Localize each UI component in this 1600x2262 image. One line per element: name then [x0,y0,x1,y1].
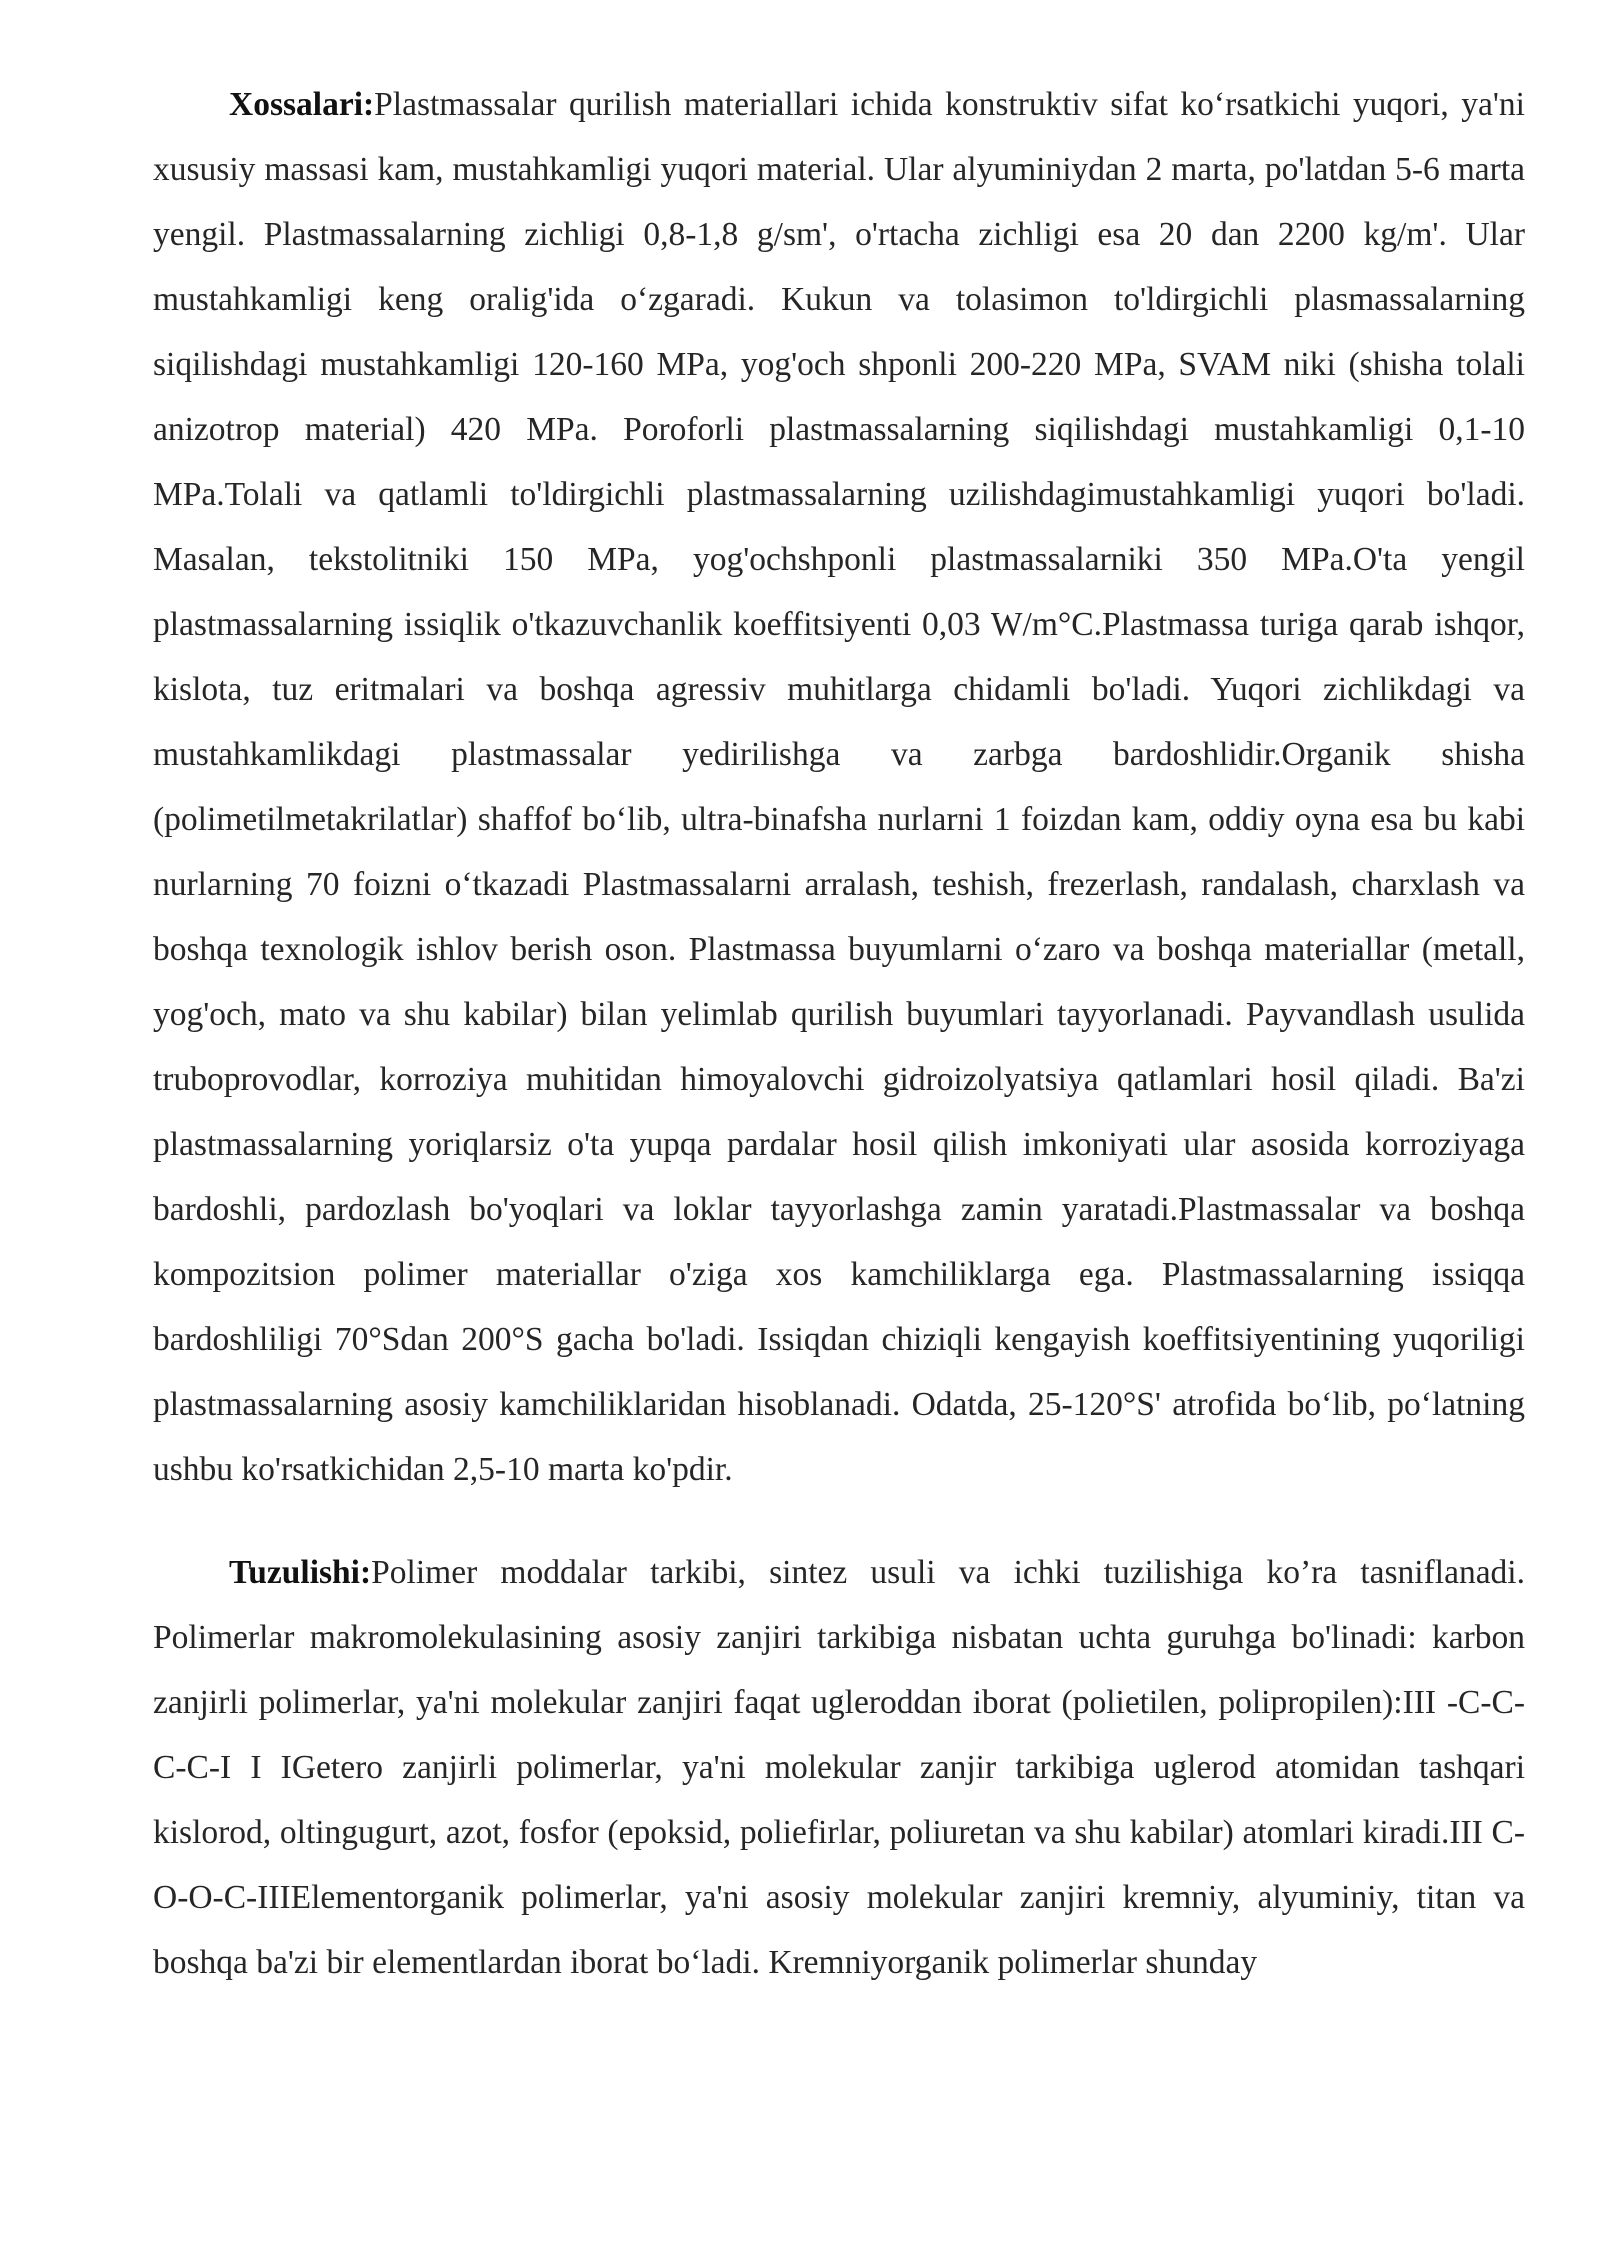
section-structure [153,1540,1525,1995]
section-properties [153,72,1525,1502]
section-heading-structure: Tuzulishi: [229,1554,372,1591]
section-text-structure: Polimer moddalar tarkibi, sintez usuli va ichki tuzilishiga ko’ra tasniflanadi. Polimerlar makromolekulasining asosiy zanjiri tarkibiga nisbatan uchta guruhga bo'linadi: karbon zanjirli polimerlar, ya'ni molekular zanjiri faqat ugleroddan iborat (polietilen, polipropilen):III -C-C-C-C-I I IGetero zanjirli polimerlar, ya'ni molekular zanjir tarkibiga uglerod atomidan tashqari kislorod, oltingugurt, azot, fosfor (epoksid, poliefirlar, poliuretan va shu kabilar) atomlari kiradi.III C-O-O-C-IIIElementorganik polimerlar, ya'ni asosiy molekular zanjiri kremniy, alyuminiy, titan va boshqa ba'zi bir elementlardan iborat boʻladi. Kremniyorganik polimerlar shunday [153,1554,1525,1981]
document-body [153,72,1525,1995]
section-text-properties: Plastmassalar qurilish materiallari ichida konstruktiv sifat koʻrsatkichi yuqori, ya'ni xususiy massasi kam, mustahkamligi yuqori material. Ular alyuminiydan 2 marta, po'latdan 5-6 marta yengil. Plastmassalarning zichligi 0,8-1,8 g/sm', o'rtacha zichligi esa 20 dan 2200 kg/m'. Ular mustahkamligi keng oralig'ida oʻzgaradi. Kukun va tolasimon to'ldirgichli plasmassalarning siqilishdagi mustahkamligi 120-160 MPa, yog'och shponli 200-220 MPa, SVAM niki (shisha tolali anizotrop material) 420 MPa. Poroforli plastmassalarning siqilishdagi mustahkamligi 0,1-10 MPa.Tolali va qatlamli to'ldirgichli plastmassalarning uzilishdagimustahkamligi yuqori bo'ladi. Masalan, tekstolitniki 150 MPa, yog'ochshponli plastmassalarniki 350 MPa.O'ta yengil plastmassalarning issiqlik o'tkazuvchanlik koeffitsiyenti 0,03 W/m°C.Plastmassa turiga qarab ishqor, kislota, tuz eritmalari va boshqa agressiv muhitlarga chidamli bo'ladi. Yuqori zichlikdagi va mustahkamlikdagi plastmassalar yedirilishga va zarbga bardoshlidir.Organik shisha (polimetilmetakrilatlar) shaffof boʻlib, ultra-binafsha nurlarni 1 foizdan kam, oddiy oyna esa bu kabi nurlarning 70 foizni oʻtkazadi Plastmassalarni arralash, teshish, frezerlash, randalash, charxlash va boshqa texnologik ishlov berish oson. Plastmassa buyumlarni oʻzaro va boshqa materiallar (metall, yog'och, mato va shu kabilar) bilan yelimlab qurilish buyumlari tayyorlanadi. Payvandlash usulida truboprovodlar, korroziya muhitidan himoyalovchi gidroizolyatsiya qatlamlari hosil qiladi. Ba'zi plastmassalarning yoriqlarsiz o'ta yupqa pardalar hosil qilish imkoniyati ular asosida korroziyaga bardoshli, pardozlash bo'yoqlari va loklar tayyorlashga zamin yaratadi.Plastmassalar va boshqa kompozitsion polimer materiallar o'ziga xos kamchiliklarga ega. Plastmassalarning issiqqa bardoshliligi 70°Sdan 200°S gacha bo'ladi. Issiqdan chiziqli kengayish koeffitsiyentining yuqoriligi plastmassalarning asosiy kamchiliklaridan hisoblanadi. Odatda, 25-120°S' atrofida boʻlib, poʻlatning ushbu ko'rsatkichidan 2,5-10 marta ko'pdir. [153,86,1525,1488]
section-heading-properties: Xossalari: [229,86,375,123]
